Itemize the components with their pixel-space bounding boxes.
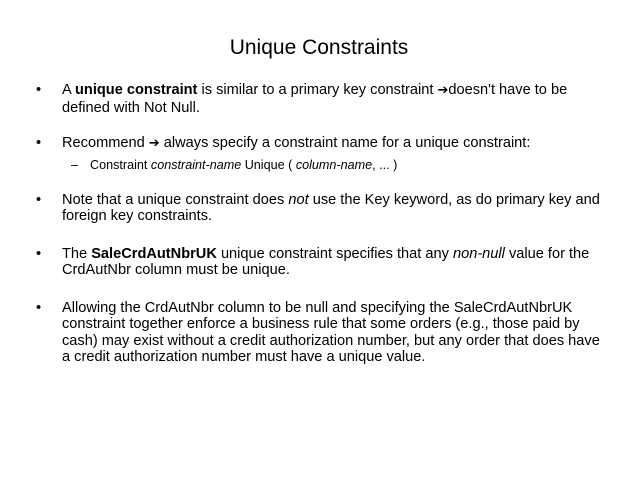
bullet-text — [62, 192, 600, 225]
text-run: use the Key keyword, as do primary key and foreign key constraints. — [62, 191, 600, 224]
bullet-item-unique-constraint — [34, 82, 604, 116]
text-run: unique constraint specifies that any — [216, 245, 453, 262]
bullet-text — [62, 135, 530, 151]
italic-term: not — [288, 191, 309, 208]
text-run: value for the CrdAutNbr column must be unique. — [62, 245, 590, 278]
slide-title: Unique Constraints — [229, 36, 409, 59]
bullet-item-business-rule — [34, 300, 604, 366]
bold-term: SaleCrdAutNbrUK — [91, 245, 217, 262]
text-run: Recommend — [62, 135, 149, 151]
bold-term: unique constraint — [74, 82, 198, 98]
text-run: always specify a constraint name for a unique constraint: — [159, 135, 531, 151]
sub-bullet-dash-icon: – — [71, 157, 79, 172]
bullet-item-recommend — [34, 135, 604, 173]
bullet-item-key-keyword — [34, 192, 604, 225]
text-run: A — [62, 82, 75, 98]
text-run: is similar to a primary key constraint — [197, 82, 438, 98]
bullet-dot-icon: • — [36, 299, 42, 316]
bullet-text — [62, 82, 567, 116]
bullet-dot-icon: • — [36, 245, 42, 262]
bullet-dot-icon: • — [36, 191, 42, 208]
sub-bullet-syntax — [62, 158, 604, 173]
right-arrow-icon: ➔ — [437, 83, 449, 98]
text-run: Constraint — [90, 157, 151, 172]
right-arrow-icon: ➔ — [148, 136, 160, 151]
sub-bullet-text — [90, 158, 397, 172]
bullet-item-salecrdautnbruk — [34, 246, 604, 279]
text-run: The — [62, 245, 92, 262]
text-run: , ... ) — [372, 157, 398, 172]
bullet-dot-icon: • — [36, 82, 42, 98]
italic-term: non-null — [452, 245, 505, 262]
text-run: Unique ( — [241, 157, 296, 172]
bullet-dot-icon: • — [36, 135, 42, 151]
text-run: doesn't have to be defined with Not Null. — [62, 82, 568, 116]
italic-term: constraint-name — [150, 157, 242, 172]
text-run: Note that a unique constraint does — [62, 191, 289, 208]
bullet-list — [34, 82, 604, 387]
bullet-text — [62, 246, 589, 279]
bullet-text: Allowing the CrdAutNbr column to be null and specifying the SaleCrdAutNbrUK constraint together enforce a business rule that some orders (e.g., those paid by cash) may exist without a credit authorization number, but any order that does have a credit authorization number must have a unique value. — [62, 299, 600, 365]
italic-term: column-name — [295, 157, 373, 172]
